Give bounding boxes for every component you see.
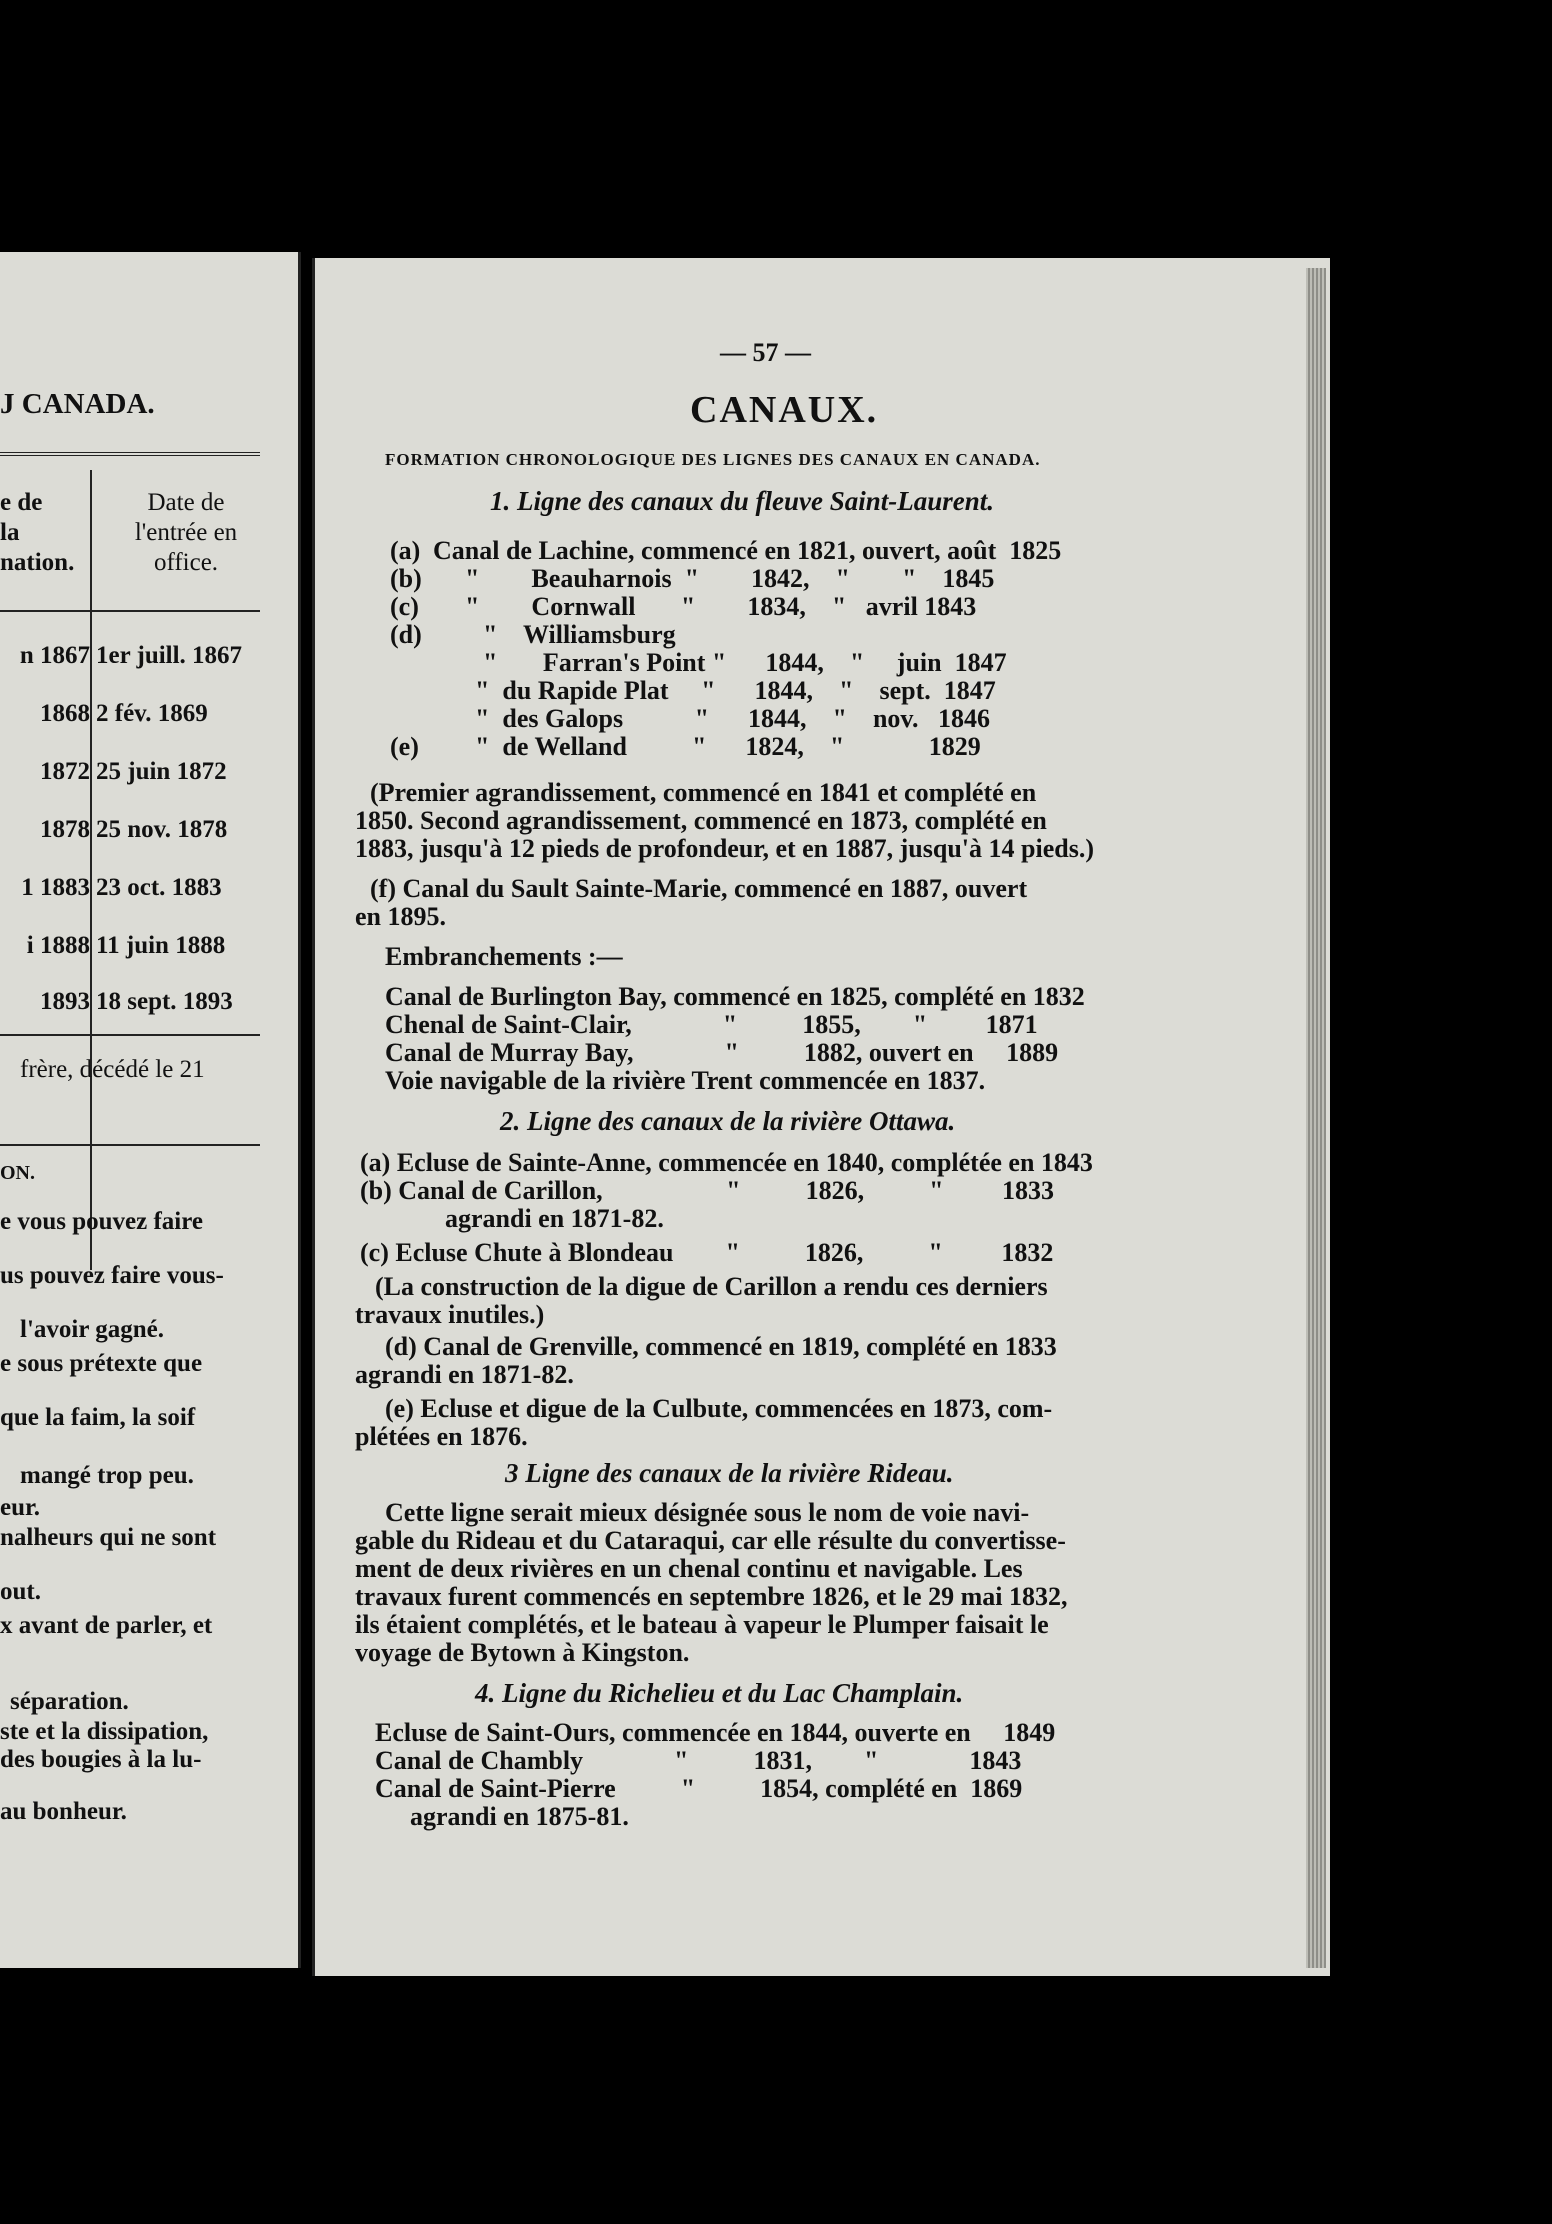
- paragraph-line: (Premier agrandissement, commencé en 1841 et complété en: [370, 778, 1037, 807]
- table-row: 18 sept. 1893: [96, 988, 233, 1015]
- entry-line: " des Galops " 1844, " nov. 1846: [475, 704, 990, 733]
- paragraph-line: en 1895.: [355, 902, 446, 931]
- col2-header: Date de l'entrée en office.: [134, 489, 238, 576]
- section-heading-2: 2. Ligne des canaux de la rivière Ottawa.: [500, 1106, 956, 1136]
- section2-line: (c) Ecluse Chute à Blondeau " 1826, " 1832: [360, 1238, 1054, 1267]
- section2-line: (e) Ecluse et digue de la Culbute, commencées en 1873, com-: [385, 1394, 1053, 1423]
- entry-line: " Farran's Point " 1844, " juin 1847: [483, 648, 1007, 677]
- text-line: des bougies à la lu-: [0, 1746, 202, 1773]
- entry-line: " Cornwall " 1834, " avril 1843: [465, 592, 977, 621]
- left-header: J CANADA.: [0, 388, 155, 420]
- section2-line: (b) Canal de Carillon, " 1826, " 1833: [360, 1176, 1055, 1205]
- text-line: nalheurs qui ne sont: [0, 1524, 217, 1551]
- paragraph-line: 1850. Second agrandissement, commencé en 1873, complété en: [355, 806, 1047, 835]
- table-row: 1er juill. 1867: [96, 642, 243, 669]
- header-rule: [0, 452, 260, 456]
- section4-line: Canal de Chambly " 1831, " 1843: [375, 1746, 1022, 1775]
- section-rule: [0, 1144, 260, 1146]
- text-line: ste et la dissipation,: [0, 1718, 209, 1745]
- footnote: frère, décédé le 21: [20, 1056, 205, 1083]
- branch-line: Voie navigable de la rivière Trent commencée en 1837.: [385, 1066, 986, 1095]
- table-row: 2 fév. 1869: [96, 700, 208, 727]
- entry-marker: (d): [390, 620, 422, 649]
- section2-line: travaux inutiles.): [355, 1300, 545, 1329]
- section4-line: Canal de Saint-Pierre " 1854, complété en 1869: [375, 1774, 1023, 1803]
- branch-line: Canal de Murray Bay, " 1882, ouvert en 1889: [385, 1038, 1059, 1067]
- section3-line: ils étaient complétés, et le bateau à vapeur le Plumper faisait le: [355, 1610, 1049, 1639]
- table-row: 25 juin 1872: [96, 758, 227, 785]
- text-line: au bonheur.: [0, 1798, 127, 1825]
- table-bottom-rule: [0, 1034, 260, 1036]
- text-line: e sous prétexte que: [0, 1350, 203, 1377]
- section-label: ON.: [0, 1162, 35, 1184]
- entry-line: " du Rapide Plat " 1844, " sept. 1847: [475, 676, 996, 705]
- text-line: e vous pouvez faire: [0, 1208, 203, 1235]
- column-divider: [90, 470, 92, 1270]
- text-line: out.: [0, 1578, 41, 1605]
- entry-marker: (b): [390, 564, 422, 593]
- entry-marker: (a): [390, 536, 421, 565]
- text-line: us pouvez faire vous-: [0, 1262, 224, 1289]
- left-page: [0, 252, 301, 1968]
- section2-line: (a) Ecluse de Sainte-Anne, commencée en 1840, complétée en 1843: [360, 1148, 1093, 1177]
- text-line: mangé trop peu.: [20, 1462, 194, 1489]
- page-edge: [1306, 268, 1326, 1968]
- section3-line: gable du Rideau et du Cataraqui, car elle résulte du convertisse-: [355, 1526, 1066, 1555]
- text-line: que la faim, la soif: [0, 1404, 196, 1431]
- entry-line: " Beauharnois " 1842, " " 1845: [465, 564, 995, 593]
- paragraph-line: 1883, jusqu'à 12 pieds de profondeur, et en 1887, jusqu'à 14 pieds.): [355, 834, 1094, 863]
- paragraph-line: (f) Canal du Sault Sainte-Marie, commencé en 1887, ouvert: [370, 874, 1028, 903]
- col1-header: e de la nation.: [0, 489, 75, 576]
- section3-line: voyage de Bytown à Kingston.: [355, 1638, 690, 1667]
- table-row: 11 juin 1888: [96, 932, 226, 959]
- section-heading-4: 4. Ligne du Richelieu et du Lac Champlain.: [475, 1678, 964, 1708]
- section3-line: travaux furent commencés en septembre 1826, et le 29 mai 1832,: [355, 1582, 1068, 1611]
- right-page: [312, 258, 1330, 1976]
- text-line: séparation.: [10, 1688, 129, 1715]
- table-header-rule: [0, 610, 260, 612]
- text-line: eur.: [0, 1494, 41, 1521]
- entry-line: Canal de Lachine, commencé en 1821, ouvert, août 1825: [433, 536, 1062, 565]
- section2-line: (La construction de la digue de Carillon a rendu ces derniers: [375, 1272, 1048, 1301]
- table-row: 1872: [40, 758, 90, 785]
- branch-line: Chenal de Saint-Clair, " 1855, " 1871: [385, 1010, 1038, 1039]
- section3-line: ment de deux rivières en un chenal continu et navigable. Les: [355, 1554, 1023, 1583]
- branches-label: Embranchements :—: [385, 942, 623, 971]
- branch-line: Canal de Burlington Bay, commencé en 1825, complété en 1832: [385, 982, 1085, 1011]
- section4-line: agrandi en 1875-81.: [410, 1802, 629, 1831]
- table-row: i 1888: [26, 932, 90, 959]
- table-row: 25 nov. 1878: [96, 816, 228, 843]
- entry-marker: (c): [390, 592, 419, 621]
- entry-line: " Williamsburg: [483, 620, 676, 649]
- text-line: l'avoir gagné.: [20, 1316, 164, 1343]
- table-row: 1868: [40, 700, 90, 727]
- section-heading-1: 1. Ligne des canaux du fleuve Saint-Laurent.: [490, 486, 995, 516]
- subtitle: FORMATION CHRONOLOGIQUE DES LIGNES DES CANAUX EN CANADA.: [385, 450, 1041, 469]
- section2-line: (d) Canal de Grenville, commencé en 1819, complété en 1833: [385, 1332, 1057, 1361]
- section4-line: Ecluse de Saint-Ours, commencée en 1844, ouverte en 1849: [375, 1718, 1056, 1747]
- section3-line: Cette ligne serait mieux désignée sous le nom de voie navi-: [385, 1498, 1030, 1527]
- text-line: x avant de parler, et: [0, 1612, 213, 1639]
- table-row: 1 1883: [21, 874, 90, 901]
- section2-line: plétées en 1876.: [355, 1422, 528, 1451]
- entry-marker: (e): [390, 732, 419, 761]
- table-row: 1878: [40, 816, 90, 843]
- section-heading-3: 3 Ligne des canaux de la rivière Rideau.: [505, 1458, 954, 1488]
- table-row: 1893: [40, 988, 90, 1015]
- page-title: CANAUX.: [690, 389, 879, 431]
- section2-line: agrandi en 1871-82.: [445, 1204, 664, 1233]
- page-number: — 57 —: [720, 338, 811, 367]
- section2-line: agrandi en 1871-82.: [355, 1360, 574, 1389]
- entry-line: " de Welland " 1824, " 1829: [475, 732, 981, 761]
- table-row: 23 oct. 1883: [96, 874, 222, 901]
- table-row: n 1867: [19, 642, 90, 669]
